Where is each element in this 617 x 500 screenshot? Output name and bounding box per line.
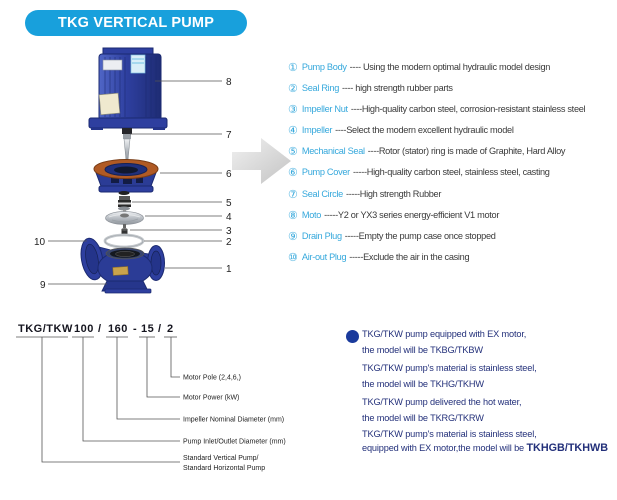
motor-nameplate-small: [103, 60, 122, 70]
part-name: Impeller: [301, 125, 333, 136]
parts-list-item: [288, 99, 614, 120]
part-name: Seal Circle: [301, 188, 343, 199]
part-name: Pump Body: [301, 62, 347, 72]
parts-list-item: [288, 184, 614, 205]
part-number-badge: ⑨: [288, 230, 298, 243]
callout-9: 9: [40, 280, 46, 291]
part-number-badge: ②: [288, 83, 298, 96]
bullet-icon: [346, 330, 359, 343]
motor-label-sticker: [131, 55, 145, 73]
parts-list-item: [288, 226, 614, 247]
note-item: [362, 326, 526, 359]
part-description: -----Exclude the air in the casing: [349, 251, 470, 262]
parts-list-item: [288, 120, 614, 141]
note-line: [362, 442, 608, 456]
part-name: Seal Ring: [301, 83, 340, 94]
callout-1: 1: [226, 264, 232, 275]
model-slash1: /: [98, 323, 102, 335]
part-description: -----Empty the pump case once stopped: [344, 230, 496, 241]
note-line-prefix: equipped with EX motor,the model will be: [362, 442, 527, 453]
model-impeller-dia: 160: [108, 323, 128, 335]
seal-ring-illustration: [105, 235, 143, 247]
parts-list: [288, 57, 614, 268]
note-line: the model will be TKHG/TKHW: [362, 379, 484, 390]
pump-cover-illustration: [94, 160, 158, 193]
parts-list-item: [288, 162, 614, 183]
shaft-illustration: [122, 128, 132, 163]
part-description: ----High-quality carbon steel, corrosion-resistant stainless steel: [350, 104, 586, 115]
part-number-badge: ⑤: [288, 146, 298, 159]
callout-3: 3: [226, 226, 232, 237]
note-item: [362, 394, 521, 427]
note-line: TKG/TKW pump delivered the hot water,: [362, 397, 522, 407]
model-dash: -: [133, 323, 138, 335]
parts-list-item: [288, 78, 614, 99]
model-power: 15: [141, 323, 155, 335]
part-description: -----High-quality carbon steel, stainless steel, casting: [352, 167, 550, 178]
part-number-badge: ⑥: [288, 167, 298, 180]
part-name: Impeller Nut: [301, 104, 348, 115]
callout-6: 6: [226, 169, 232, 180]
callout-10: 10: [34, 237, 46, 248]
model-inlet: 100: [74, 323, 94, 335]
note-line: the model will be TKRG/TKRW: [362, 413, 484, 424]
note-line: TKG/TKW pump equipped with EX motor,: [362, 329, 527, 339]
parts-list-item: [288, 247, 614, 268]
parts-list-item: [288, 141, 614, 162]
callout-8: 8: [226, 77, 232, 88]
callout-5: 5: [226, 198, 232, 209]
note-item: [362, 360, 537, 393]
part-description: -----Y2 or YX3 series energy-efficient V1 motor: [324, 209, 500, 220]
part-description: ----Rotor (stator) ring is made of Graphite, Hard Alloy: [367, 146, 566, 157]
callout-4: 4: [226, 212, 232, 223]
parts-list-item: [288, 57, 614, 78]
part-number-badge: ⑦: [288, 188, 298, 201]
part-description: -----High strength Rubber: [346, 188, 442, 199]
mechanical-seal-illustration: [118, 191, 131, 211]
part-number-badge: ①: [288, 62, 298, 74]
page-title: TKG VERTICAL PUMP: [25, 10, 247, 36]
motor-nameplate-large: [99, 93, 120, 115]
note-item: [362, 428, 608, 456]
model-series: TKG/TKW: [18, 323, 73, 335]
part-name: Moto: [301, 209, 322, 220]
part-description: ---- high strength rubber parts: [342, 83, 453, 94]
part-number-badge: ③: [288, 104, 298, 117]
part-description: ----Select the modern excellent hydraulic model: [335, 125, 514, 136]
note-line: the model will be TKBG/TKBW: [362, 345, 483, 356]
part-name: Mechanical Seal: [301, 146, 365, 157]
label-series-line2: Standard Horizontal Pump: [183, 465, 266, 472]
impeller-nut-illustration: [121, 228, 127, 234]
part-name: Drain Plug: [301, 230, 342, 241]
label-inlet-dia: Pump Inlet/Outlet Diameter (mm): [183, 438, 286, 446]
part-number-badge: ④: [288, 125, 298, 138]
part-number-badge: ⑧: [288, 209, 298, 222]
pump-body-illustration: [78, 236, 164, 293]
note-model-bold: TKHGB/TKHWB: [526, 441, 608, 454]
impeller-illustration: [106, 210, 144, 228]
motor-illustration: [89, 48, 167, 130]
model-slash2: /: [158, 323, 162, 335]
label-motor-power: Motor Power (kW): [183, 394, 240, 402]
callout-7: 7: [226, 130, 232, 141]
pump-nameplate: [113, 266, 129, 275]
part-name: Pump Cover: [301, 167, 350, 178]
callout-2: 2: [226, 237, 232, 248]
model-code-diagram: [10, 315, 310, 490]
right-arrow-icon: [232, 138, 291, 184]
part-number-badge: ⑩: [288, 251, 298, 264]
model-connector-lines: [42, 337, 180, 462]
note-line: TKG/TKW pump's material is stainless steel,: [362, 363, 537, 373]
pump-exploded-diagram: [15, 40, 315, 310]
note-line: TKG/TKW pump's material is stainless steel,: [362, 429, 537, 439]
label-series-line1: Standard Vertical Pump/: [183, 455, 259, 462]
part-name: Air-out Plug: [301, 251, 347, 262]
part-description: ---- Using the modern optimal hydraulic model design: [349, 62, 551, 72]
label-motor-pole: Motor Pole (2,4,6,): [183, 374, 241, 382]
parts-list-item: [288, 205, 614, 226]
label-impeller-dia: Impeller Nominal Diameter (mm): [183, 416, 285, 424]
model-pole: 2: [167, 323, 174, 335]
